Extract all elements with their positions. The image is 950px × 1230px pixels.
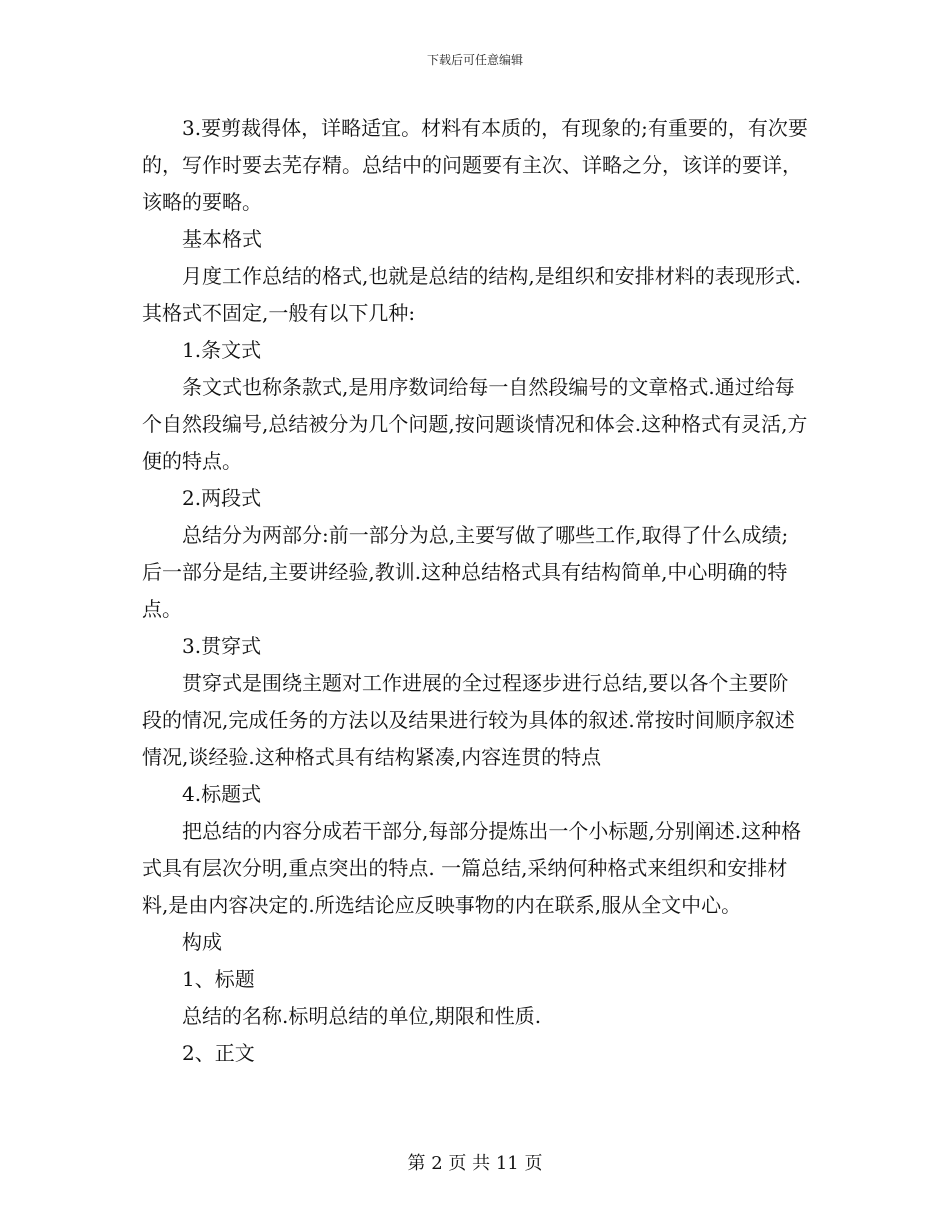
paragraph-4: 总结分为两部分:前一部分为总,主要写做了哪些工作,取得了什么成绩;后一部分是结,主要讲经验,教训.这种总结格式具有结构简单,中心明确的特点。 (142, 523, 789, 621)
document-content (142, 110, 808, 1072)
subheading-list-format: 1.条文式 (182, 338, 262, 362)
page-header: 下载后可任意编辑 (426, 53, 523, 67)
section-heading-basic-format: 基本格式 (182, 227, 262, 251)
subheading-continuous-format: 3.贯穿式 (182, 634, 262, 658)
section-heading-structure: 构成 (182, 930, 222, 954)
paragraph-6: 把总结的内容分成若干部分,每部分提炼出一个小标题,分别阐述.这种格式具有层次分明,重点突出的特点. 一篇总结,采纳何种格式来组织和安排材料,是由内容决定的.所选结论应反映事物的内在联系,服从全文中心。 (142, 819, 802, 917)
paragraph-1: 3.要剪裁得体，详略适宜。材料有本质的，有现象的;有重要的，有次要的，写作时要去芜存精。总结中的问题要有主次、详略之分，该详的要详，该略的要略。 (142, 116, 808, 214)
paragraph-5: 贯穿式是围绕主题对工作进展的全过程逐步进行总结,要以各个主要阶段的情况,完成任务的方法以及结果进行较为具体的叙述.常按时间顺序叙述情况,谈经验.这种格式具有结构紧凑,内容连贯的特点 (142, 671, 795, 769)
page-footer: 第 2 页 共 11 页 (407, 1153, 543, 1174)
subheading-title: 1、标题 (182, 967, 255, 991)
paragraph-3: 条文式也称条款式,是用序数词给每一自然段编号的文章格式.通过给每个自然段编号,总结被分为几个问题,按问题谈情况和体会.这种格式有灵活,方便的特点。 (142, 375, 808, 473)
subheading-title-format: 4.标题式 (182, 782, 262, 806)
subheading-body: 2、正文 (182, 1041, 255, 1065)
subheading-two-part-format: 2.两段式 (182, 486, 262, 510)
paragraph-7: 总结的名称.标明总结的单位,期限和性质. (182, 1004, 542, 1028)
paragraph-2: 月度工作总结的格式,也就是总结的结构,是组织和安排材料的表现形式.其格式不固定,一般有以下几种: (142, 264, 802, 325)
